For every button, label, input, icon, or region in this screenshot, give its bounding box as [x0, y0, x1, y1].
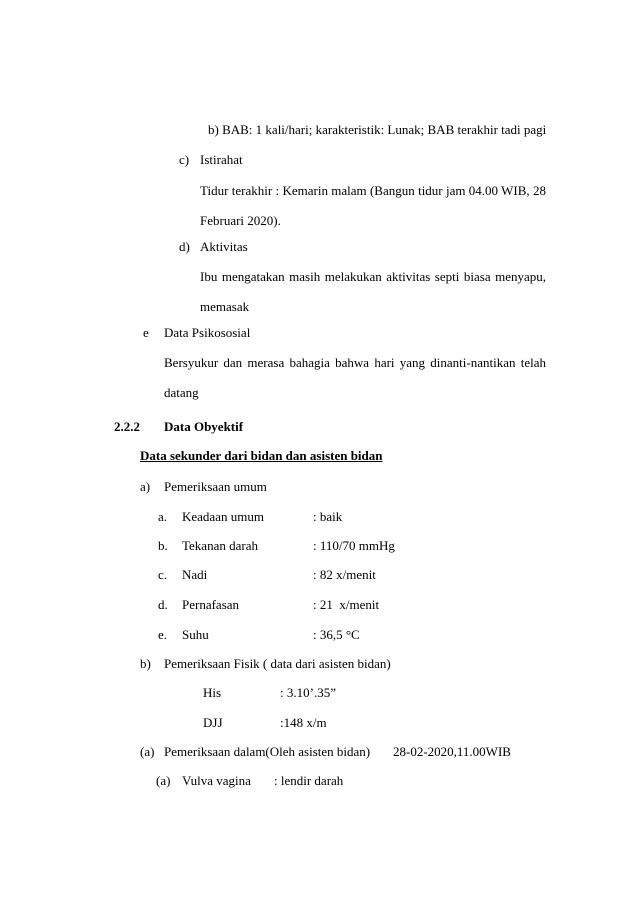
dalam-label-vulva-vagina: Vulva vagina: [182, 773, 251, 788]
fisik-label-djj: DJJ: [203, 715, 223, 730]
psikososial-line-2: datang: [164, 385, 199, 400]
vital-marker-c: c.: [158, 567, 168, 582]
istirahat-marker: c): [179, 152, 190, 167]
vital-value-suhu: : 36,5 °C: [313, 627, 360, 642]
vital-label-pernafasan: Pernafasan: [182, 597, 240, 612]
vital-label-keadaan-umum: Keadaan umum: [182, 509, 264, 524]
istirahat-line-2: Februari 2020).: [200, 213, 281, 228]
psikososial-title: Data Psikososial: [164, 325, 251, 340]
aktivitas-marker: d): [179, 239, 190, 254]
aktivitas-line-2: memasak: [200, 299, 250, 314]
pemeriksaan-dalam-datetime: 28-02-2020,11.00WIB: [393, 744, 511, 759]
vital-value-tekanan-darah: : 110/70 mmHg: [313, 538, 395, 553]
pemeriksaan-dalam-title: Pemeriksaan dalam(Oleh asisten bidan): [164, 744, 371, 759]
bab-line: b) BAB: 1 kali/hari; karakteristik: Lunak; BAB terakhir tadi pagi: [208, 122, 547, 137]
psikososial-line-1: Bersyukur dan merasa bahagia bahwa hari yang dinanti-nantikan telah: [164, 355, 546, 370]
dalam-value-vulva-vagina: : lendir darah: [274, 773, 344, 788]
vital-marker-e: e.: [158, 627, 168, 642]
istirahat-line-1: Tidur terakhir : Kemarin malam (Bangun tidur jam 04.00 WIB, 28: [200, 183, 546, 198]
fisik-value-djj: :148 x/m: [280, 715, 327, 730]
section-number: 2.2.2: [114, 419, 140, 434]
vital-label-suhu: Suhu: [182, 627, 209, 642]
subheading: Data sekunder dari bidan dan asisten bidan: [140, 448, 383, 463]
vital-label-tekanan-darah: Tekanan darah: [182, 538, 258, 553]
vital-marker-b: b.: [158, 538, 168, 553]
psikososial-marker: e: [143, 325, 149, 340]
pemeriksaan-dalam-marker: (a): [140, 744, 155, 759]
vital-value-nadi: : 82 x/menit: [313, 567, 376, 582]
fisik-value-his: : 3.10’.35”: [280, 685, 336, 700]
vital-value-pernafasan: : 21 x/menit: [313, 597, 380, 612]
pemeriksaan-fisik-title: Pemeriksaan Fisik ( data dari asisten bidan): [164, 656, 391, 671]
vital-value-keadaan-umum: : baik: [313, 509, 343, 524]
istirahat-title: Istirahat: [200, 152, 243, 167]
dalam-item-marker: (a): [156, 773, 171, 788]
aktivitas-title: Aktivitas: [200, 239, 248, 254]
vital-marker-d: d.: [158, 597, 168, 612]
pemeriksaan-umum-title: Pemeriksaan umum: [164, 479, 267, 494]
pemeriksaan-fisik-marker: b): [140, 656, 151, 671]
pemeriksaan-umum-marker: a): [140, 479, 151, 494]
vital-marker-a: a.: [158, 509, 168, 524]
aktivitas-line-1: Ibu mengatakan masih melakukan aktivitas septi biasa menyapu,: [200, 269, 546, 284]
section-title: Data Obyektif: [164, 419, 244, 434]
vital-label-nadi: Nadi: [182, 567, 208, 582]
fisik-label-his: His: [203, 685, 222, 700]
